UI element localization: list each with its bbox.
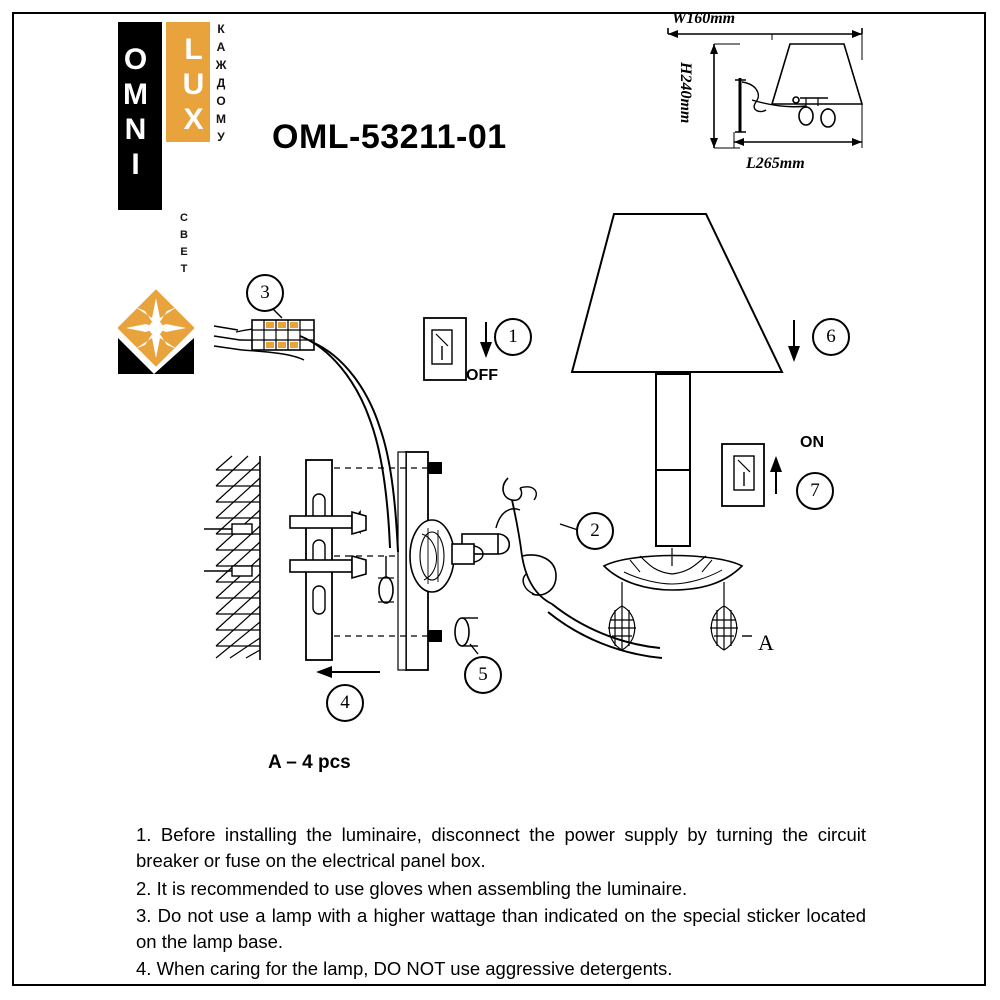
callout-4: 4	[326, 684, 364, 722]
callout-1: 1	[494, 318, 532, 356]
callout-3: 3	[246, 274, 284, 312]
part-a-label: A	[758, 630, 774, 655]
instruction-line-3: 3. Do not use a lamp with a higher wattage than indicated on the special sticker located on the lamp base.	[136, 904, 866, 953]
brand-logo	[118, 22, 248, 362]
parts-count-note: A – 4 pcs	[268, 752, 351, 773]
sunburst-logo-icon	[118, 270, 228, 380]
switch-on-label: ON	[800, 434, 824, 451]
logo-svet-text: СВЕТ	[178, 212, 190, 280]
callout-7: 7	[796, 472, 834, 510]
callout-6: 6	[812, 318, 850, 356]
instruction-line-4: 4. When caring for the lamp, DO NOT use aggressive detergents.	[136, 958, 673, 980]
page-title: OML-53211-01	[272, 118, 507, 156]
dimension-height-label: H240mm	[677, 62, 694, 124]
switch-off-label: OFF	[466, 367, 498, 384]
logo-lux-text: LUX	[166, 22, 210, 142]
callout-5: 5	[464, 656, 502, 694]
dimension-width-label: W160mm	[672, 10, 736, 27]
logo-tagline-text: КАЖДОМУ	[214, 22, 228, 148]
callout-2: 2	[576, 512, 614, 550]
dimension-length-label: L265mm	[746, 155, 805, 172]
instruction-line-1: 1. Before installing the luminaire, disconnect the power supply by turning the circuit breaker or fuse on the electrical panel box.	[136, 824, 866, 872]
instruction-line-2: 2. It is recommended to use gloves when assembling the luminaire.	[136, 877, 688, 899]
instructions-block	[136, 822, 866, 984]
logo-omni-text: OMNI	[118, 22, 162, 210]
